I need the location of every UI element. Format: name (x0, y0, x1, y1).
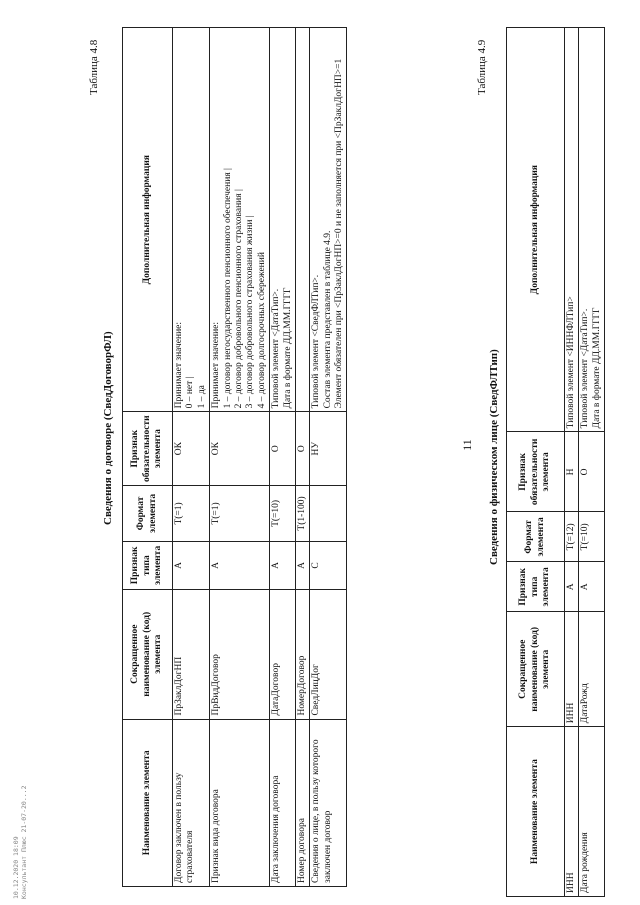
stamp-line: Консультант Плюс 21-07-20...2 (20, 785, 29, 899)
table-row (310, 28, 347, 887)
cell-type: А (565, 562, 579, 612)
cell-type: А (295, 541, 309, 589)
cell-type: А (270, 541, 296, 589)
cell-type: А (579, 562, 605, 612)
cell-required: ОК (173, 412, 210, 486)
table-4-8-title: Сведения о договоре (СведДоговорФЛ) (102, 331, 114, 525)
cell-required: О (579, 432, 605, 512)
cell-code: ДатаРожд (579, 612, 605, 727)
cell-code: ИНН (565, 612, 579, 727)
cell-format: T(=1) (210, 485, 270, 541)
info-line: Принимает значение: (211, 321, 222, 409)
info-line: Типовой элемент <ДатаТип>. (580, 308, 591, 429)
info-line: Типовой элемент <ИННФЛТип> (566, 296, 576, 429)
cell-required: НУ (310, 412, 347, 486)
col-header-format: Формат элемента (507, 512, 565, 562)
col-header-required: Признак обязательности элемента (123, 412, 173, 486)
table-4-9-title: Сведения о физическом лице (СведФЛТип) (488, 349, 500, 565)
col-header-info: Дополнительная информация (123, 28, 173, 412)
table-4-9 (506, 27, 605, 897)
cell-code: ДатаДоговор (270, 589, 296, 719)
col-header-name: Наименование элемента (507, 727, 565, 897)
cell-info (210, 28, 270, 412)
col-header-required: Признак обязательности элемента (507, 432, 565, 512)
table-row (295, 28, 309, 887)
info-line: 3 – договор добровольного страхования жизни | (245, 215, 256, 409)
cell-format: T(=10) (270, 485, 296, 541)
table-row (270, 28, 296, 887)
page-number: 11 (460, 439, 474, 451)
cell-name: Номер договора (295, 719, 309, 886)
table-4-9-number: Таблица 4.9 (476, 39, 488, 95)
table-row (173, 28, 210, 887)
cell-required: Н (565, 432, 579, 512)
cell-code: НомерДоговор (295, 589, 309, 719)
cell-info (173, 28, 210, 412)
cell-format: T(=12) (565, 512, 579, 562)
stamp-line: 10.12.2020 18:09 (12, 836, 20, 899)
cell-format: T(=1) (173, 485, 210, 541)
info-line: 0 – нет | (185, 376, 196, 409)
table-row (210, 28, 270, 887)
col-header-code: Сокращенное наименование (код) элемента (507, 612, 565, 727)
info-line: Дата в формате ДД.ММ.ГГГГ (282, 287, 293, 409)
cell-type: А (173, 541, 210, 589)
info-line: Элемент обязателен при <ПрЗаклДогНП>=0 и не заполняется при <ПрЗаклДогНП>=1 (334, 58, 345, 409)
info-line: 1 – да (196, 385, 207, 409)
cell-type: А (210, 541, 270, 589)
cell-info (565, 28, 579, 432)
cell-name: Признак вида договора (210, 719, 270, 886)
info-line: Принимает значение: (174, 321, 184, 409)
cell-info (270, 28, 296, 412)
info-line: 1 – договор негосударственного пенсионного обеспечения | (222, 168, 233, 409)
cell-type: С (310, 541, 347, 589)
col-header-info: Дополнительная информация (507, 28, 565, 432)
col-header-format: Формат элемента (123, 485, 173, 541)
table-row (579, 28, 605, 897)
info-line: Типовой элемент <ДатаТип>. (271, 288, 282, 409)
info-line: Состав элемента представлен в таблице 4.9. (322, 230, 333, 409)
col-header-name: Наименование элемента (123, 719, 173, 886)
cell-format (310, 485, 347, 541)
table-row (565, 28, 579, 897)
cell-info (579, 28, 605, 432)
cell-required: О (295, 412, 309, 486)
info-line: 2 – договор добровольного пенсионного страхования | (233, 189, 244, 409)
table-4-8 (122, 27, 347, 887)
cell-name: Дата заключения договора (270, 719, 296, 886)
cell-info (310, 28, 347, 412)
cell-code: ПрВидДоговор (210, 589, 270, 719)
cell-name: ИНН (565, 727, 579, 897)
cell-name: Сведения о лице, в пользу которого заключен договор (310, 719, 347, 886)
cell-code: СведЛицДог (310, 589, 347, 719)
cell-info (295, 28, 309, 412)
cell-format: T(=10) (579, 512, 605, 562)
info-line: Типовой элемент <СведФЛТип>. (311, 274, 322, 409)
cell-required: ОК (210, 412, 270, 486)
cell-format: T(1-100) (295, 485, 309, 541)
info-line: 4 – договор долгосрочных сбережений (256, 252, 267, 409)
cell-name: Договор заключен в пользу страхователя (173, 719, 210, 886)
cell-code: ПрЗаклДогНП (173, 589, 210, 719)
cell-name: Дата рождения (579, 727, 605, 897)
table-4-9-header (507, 28, 565, 897)
table-4-8-number: Таблица 4.8 (88, 39, 100, 95)
col-header-type: Признак типа элемента (123, 541, 173, 589)
document-stamp (12, 786, 29, 900)
info-line: Дата в формате ДД.ММ.ГГГГ (591, 307, 602, 429)
col-header-code: Сокращенное наименование (код) элемента (123, 589, 173, 719)
cell-required: О (270, 412, 296, 486)
col-header-type: Признак типа элемента (507, 562, 565, 612)
table-4-8-header (123, 28, 173, 887)
